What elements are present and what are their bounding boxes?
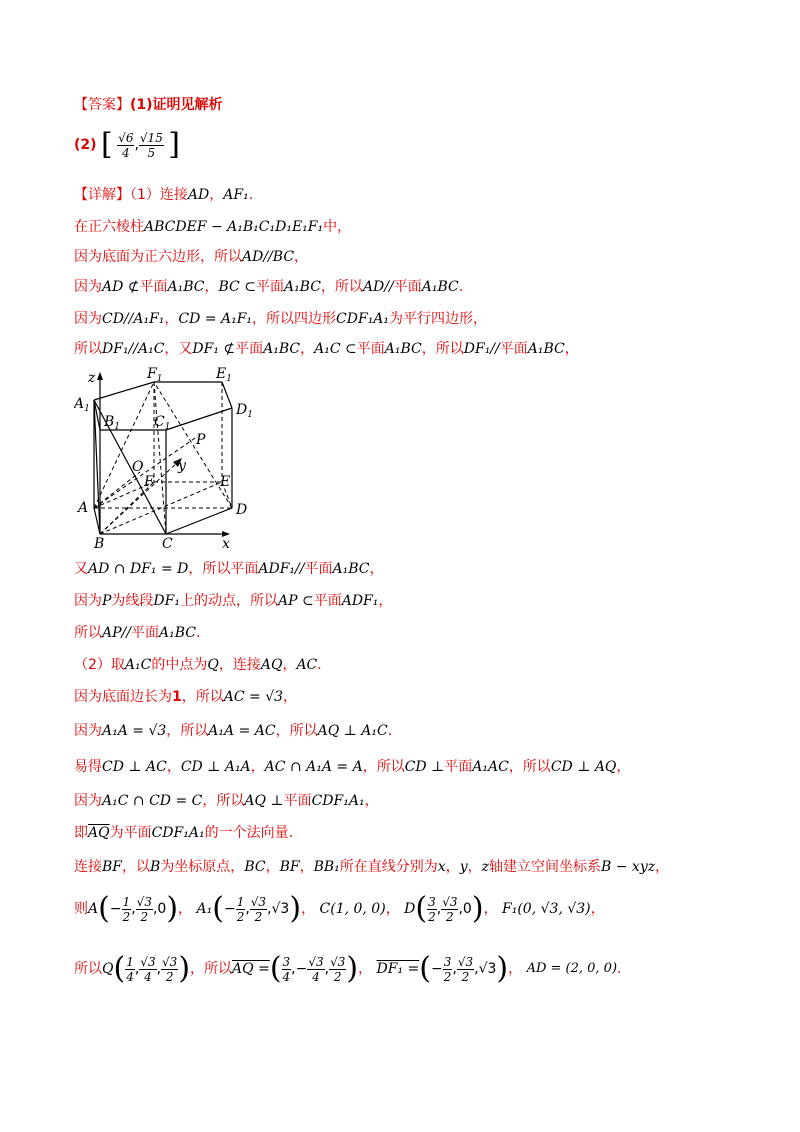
answer-part1: (1)证明见解析 [130,97,223,113]
interval-right-num: √15 [139,130,163,145]
label-A1: $A_1$ [74,396,90,414]
label-C: C [162,536,173,549]
label-E1: $E_1$ [216,366,232,384]
interval-left-den: 4 [121,145,130,160]
edge-E1-D1 [222,382,232,408]
label-B: B [94,536,105,549]
after-line-12: 因为A₁A = √3，所以A₁A = AC，所以AQ ⊥ A₁C. [74,723,393,739]
hidden-F1-C [154,382,166,534]
after-line-13: 易得CD ⊥ AC，CD ⊥ A₁A，AC ∩ A₁A = A，所以CD ⊥平面A₁AC，所以CD ⊥ AQ， [74,759,631,775]
after-line-14: 因为A₁C ∩ CD = C，所以AQ ⊥平面CDF₁A₁， [74,793,379,809]
label-A: A [78,500,89,516]
after-line-8: 因为P为线段DF₁上的动点，所以AP ⊂平面ADF₁， [74,593,393,609]
label-D1: $D_1$ [236,402,253,420]
detail-label: 【详解】 [74,187,130,203]
label-y: y [178,458,186,474]
label-P: P [196,432,206,448]
label-D: D [236,502,248,518]
label-E: E [220,474,231,490]
interval-right-den: 5 [147,145,156,160]
after-line-15: 即$\overline{AQ}$为平面CDF₁A₁的一个法向量. [74,825,294,841]
after-line-11: 因为底面边长为1，所以AC = √3， [74,689,298,705]
label-x: x [222,536,230,549]
after-line-7: 又AD ∩ DF₁ = D，所以平面ADF₁//平面A₁BC， [74,561,384,577]
edge-C-D [166,508,232,534]
detail-line-3: 因为底面为正六边形，所以AD//BC， [74,249,309,265]
answer-line-2: (2) [ $\frac{√6}{4}$ , $\frac{√15}{5}$ ] [74,127,180,162]
label-B1: $B_1$ [104,414,121,432]
detail-line-4: 因为AD ⊄平面A₁BC，BC ⊂平面A₁BC，所以AD//平面A₁BC. [74,279,464,295]
label-O: O [132,459,144,475]
detail-line-2: 在正六棱柱ABCDEF − A₁B₁C₁D₁E₁F₁中， [74,219,352,235]
detail-line-6: 所以DF₁//A₁C，又DF₁ ⊄平面A₁BC，A₁C ⊂平面A₁BC，所以DF₁//平面A₁BC， [74,341,579,357]
edge-A1-F1 [94,382,154,400]
label-C1: $C_1$ [154,414,171,432]
label-F1: $F_1$ [147,366,163,384]
after-line-18: 所以Q( $\frac{1}{4}$ , $\frac{√3}{4}$ , $\frac{√3}{2}$ )，所以AQ =( $\frac{3}{4}$ ,− $\frac{√3}{4}$ , $\frac{√3}{2}$ )， DF₁ =(− $\frac{3}{2}$ , $\frac{√3}{2}$ ,√3)， AD = (2, 0, 0). [74,951,622,986]
label-z: z [88,370,96,386]
interval-left-num: √6 [118,130,134,145]
answer-label: 【答案】 [74,97,130,113]
answer-part2-prefix: (2) [74,137,97,153]
after-line-17: 则A(− $\frac{1}{2}$ , $\frac{√3}{2}$ ,0)， A₁(− $\frac{1}{2}$ , $\frac{√3}{2}$ ,√3)， C(1, 0, 0)， D( $\frac{3}{2}$ , $\frac{√3}{2}$ ,0)， F₁(0, √3, √3)， [74,891,605,926]
detail-line-5: 因为CD//A₁F₁，CD = A₁F₁，所以四边形CDF₁A₁为平行四边形， [74,311,488,327]
z-axis-arrow [97,372,103,380]
label-F: F [144,474,154,490]
after-line-10: （2）取A₁C的中点为Q，连接AQ，AC. [74,657,322,673]
hexagonal-prism-figure [74,364,254,549]
detail-line-1: 【详解】（1）连接AD，AF₁. [74,187,254,203]
after-line-16: 连接BF，以B为坐标原点，BC，BF，BB₁所在直线分别为x，y，z轴建立空间坐标系B − xyz， [74,859,670,875]
answer-line-1 [74,96,223,114]
after-line-9: 所以AP//平面A₁BC. [74,625,201,641]
